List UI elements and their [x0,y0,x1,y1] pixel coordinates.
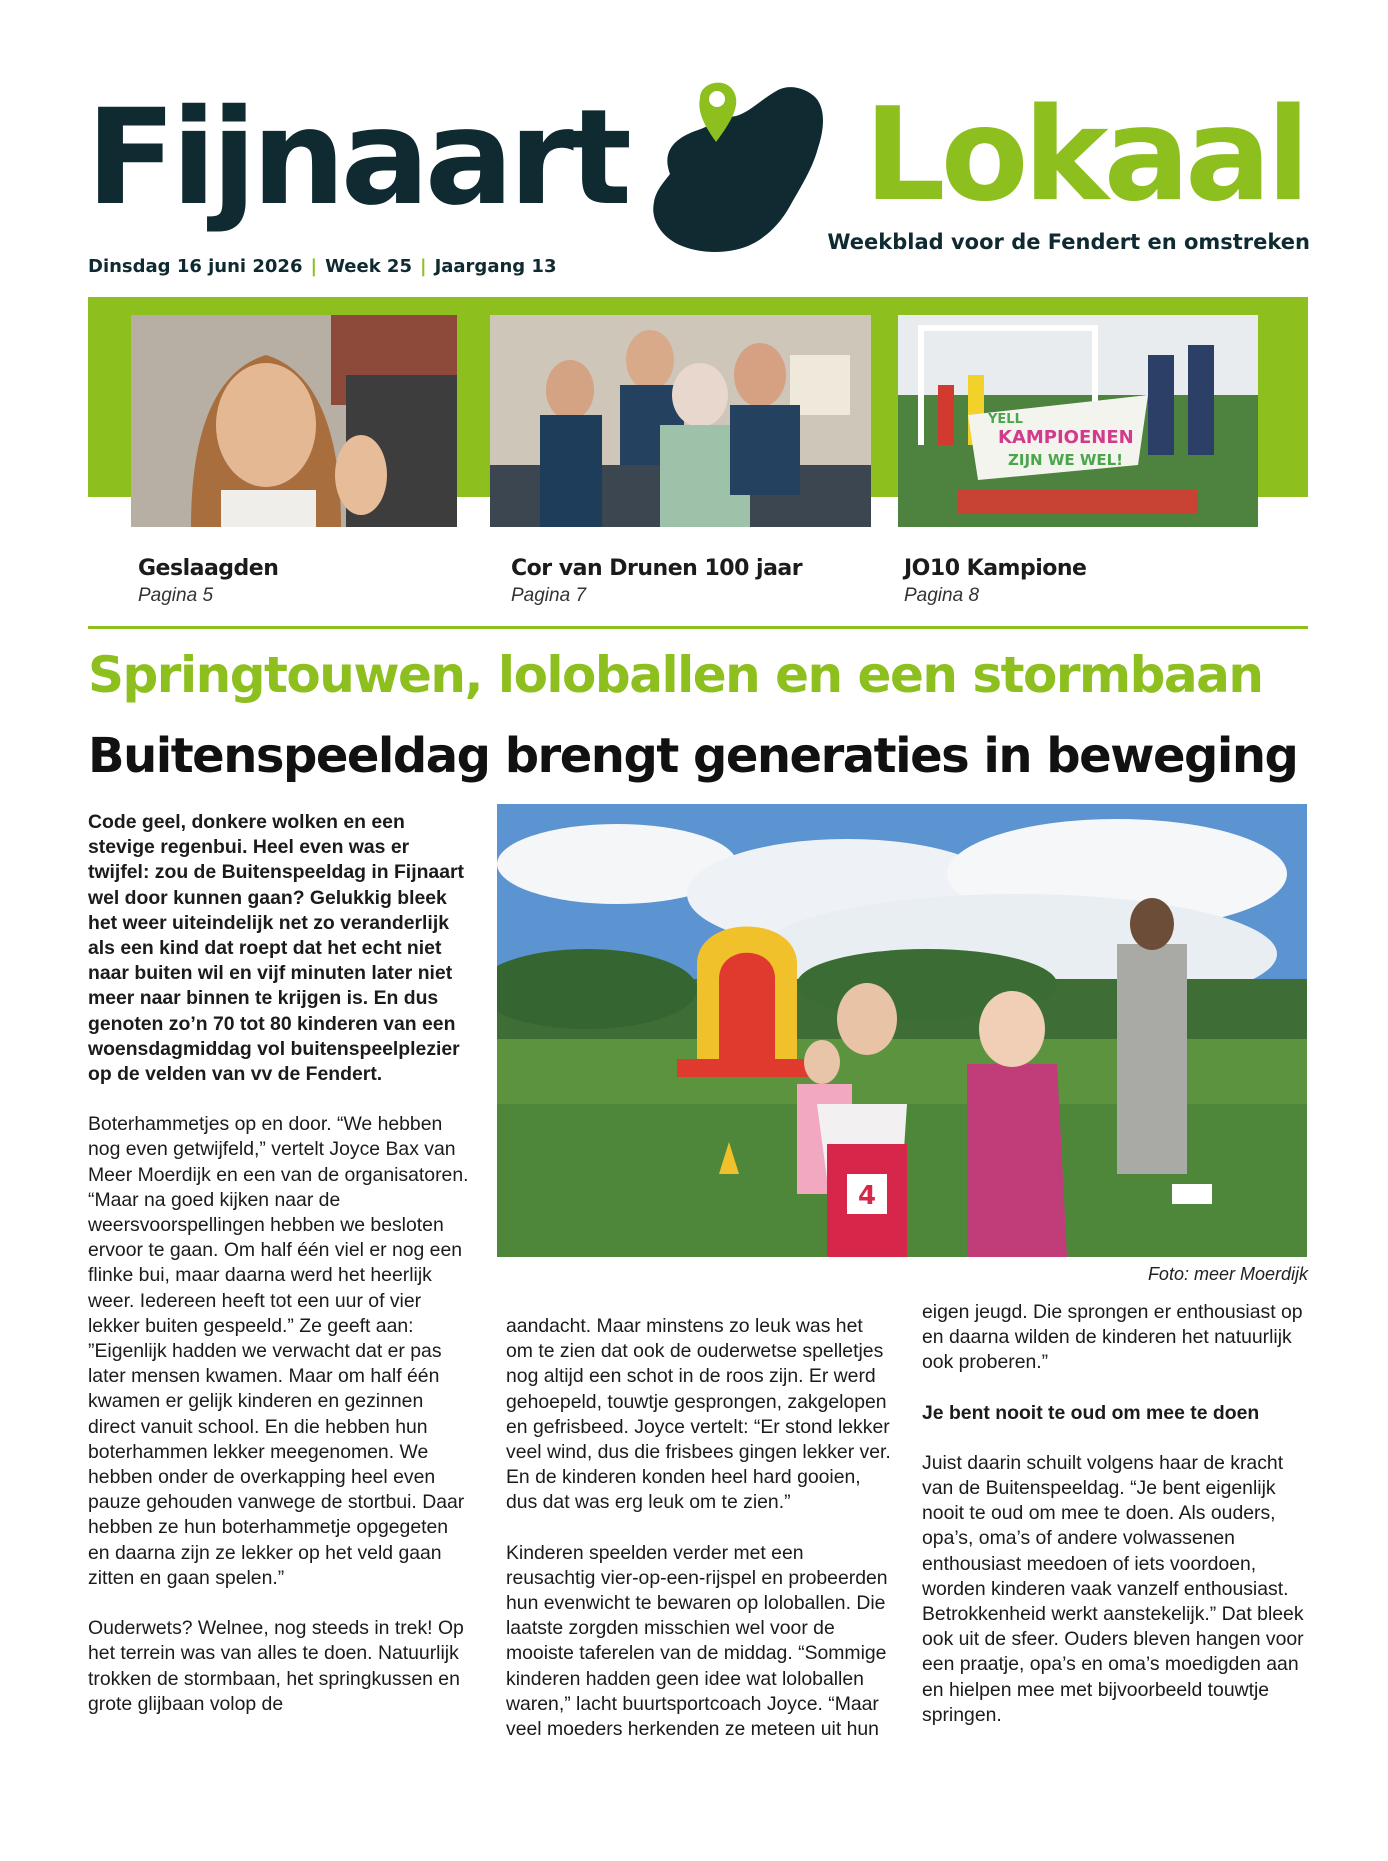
article-paragraph: Kinderen speelden verder met een reusachtig vier-op-een-rijspel en probeerden hun evenwicht te bewaren op loloballen. Die laatste zorgden misschien wel voor de mooiste taferelen van de middag. “Sommige kinderen hadden geen idee wat loloballen waren,” lacht buurtsportcoach Joyce. “Maar veel moeders herkenden ze meteen uit hun [506,1541,888,1741]
article-paragraph: Juist daarin schuilt volgens haar de kracht van de Buitenspeeldag. “Je bent eigenlijk nooit te oud om mee te doen. Als ouders, opa’s, oma’s of andere volwassenen enthousiast meedoen of iets voordoen, worden kinderen vaak vanzelf enthousiast. Betrokkenheid werkt aanstekelijk.” Dat bleek ook uit de sfeer. Ouders bleven hangen voor een praatje, opa’s en oma’s moedigden aan en hielpen mee met bijvoorbeeld touwtje springen. [922,1451,1304,1726]
teaser-jo10-kampioen[interactable] [904,556,1086,607]
teaser-cor-van-drunen[interactable] [511,556,802,607]
teaser-title: Cor van Drunen 100 jaar [511,556,803,581]
article-paragraph: Boterhammetjes op en door. “We hebben nog even getwijfeld,” vertelt Joyce Bax van Meer Moerdijk en een van de organisatoren. “Maar na goed kijken naar de weersvoorspellingen hebben we besloten ervoor te gaan. Om half één viel er nog een flinke bui, maar daarna werd het heerlijk weer. Iedereen heeft tot een uur of vier lekker buiten gespeeld.” Ze geeft aan: ”Eigenlijk hadden we verwacht dat er pas later mensen kwamen. Maar om half één kwamen er gelijk kinderen en gezinnen direct vanuit school. En die hebben hun boterhammen lekker meegenomen. We hebben onder de overkapping heel even pauze gehouden vanwege de stortbui. Daar hebben ze hun boterhammetje opgegeten en daarna zijn ze lekker op het veld gaan zitten en gaan spelen.” [88,1113,469,1589]
photo-illustration [898,315,1258,527]
banner-text-zijn-we-wel: ZIJN WE WEL! [1008,451,1124,469]
teaser-photo-jo10-kampioen[interactable] [898,315,1258,527]
article-kicker: Springtouwen, loloballen en een stormbaan [88,646,1263,704]
teaser-photo-geslaagden[interactable] [131,315,457,527]
banner-text-yell: YELL [988,412,1023,427]
teaser-page-ref: Pagina 8 [904,585,980,606]
issue-date: Dinsdag 16 juni 2026 [88,256,303,277]
article-photo [497,804,1307,1257]
map-pin-logo-icon [640,78,828,256]
article-paragraph: Ouderwets? Welnee, nog steeds in trek! Op het terrein was van alles te doen. Natuurlijk trokken de stormbaan, het springkussen en grote glijbaan volop de [88,1617,464,1715]
issue-week: Week 25 [325,256,412,277]
separator: | [419,256,427,277]
article-column-1 [88,810,472,1717]
article-column-2 [506,1314,892,1742]
masthead [0,0,1388,290]
article-paragraph: aandacht. Maar minstens zo leuk was het om te zien dat ook de ouderwetse spelletjes nog altijd een schot in de roos zijn. Er werd gehoepeld, touwtje gesprongen, zakgelopen en gefrisbeed. Joyce vertelt: “Er stond lekker veel wind, dus die frisbees gingen lekker ver. En de kinderen konden heel hard gooien, dus dat was erg leuk om te zien.” [506,1315,891,1514]
separator: | [310,256,318,277]
sack-number: 4 [858,1181,877,1211]
photo-caption: Foto: meer Moerdijk [1147,1264,1308,1284]
banner-text-kampioenen: KAMPIOENEN [998,427,1134,448]
article-lead: Code geel, donkere wolken en een stevige regenbui. Heel even was er twijfel: zou de Buitenspeeldag in Fijnaart wel door kunnen gaan? Gelukkig bleek het weer uiteindelijk net zo veranderlijk als een kind dat roept dat het echt niet naar buiten wil en vijf minuten later niet meer naar binnen te krijgen is. En dus genoten zo’n 70 tot 80 kinderen van een woensdagmiddag vol buitenspeelplezier op de velden van vv de Fendert. [88,811,464,1086]
teaser-title: JO10 Kampione [904,556,1087,581]
teaser-photo-cor-van-drunen[interactable] [490,315,871,527]
article-subhead: Je bent nooit te oud om mee te doen [922,1401,1260,1424]
issue-volume: Jaargang 13 [434,256,557,277]
teaser-title: Geslaagden [138,556,279,581]
logo-lokaal: Lokaal [864,81,1306,230]
article-headline: Buitenspeeldag brengt generaties in beweging [88,728,1298,784]
dateline [88,256,556,277]
article-paragraph: eigen jeugd. Die sprongen er enthousiast op en daarna wilden de kinderen het natuurlijk ook proberen.” [922,1301,1303,1374]
section-divider [88,626,1308,629]
photo-illustration [497,804,1307,1257]
article-column-3 [922,1300,1308,1728]
teaser-geslaagden[interactable] [138,556,278,607]
tagline: Weekblad voor de Fendert en omstreken [827,230,1310,254]
teaser-page-ref: Pagina 5 [138,585,214,606]
photo-illustration [490,315,871,527]
logo-fijnaart: Fijnaart [86,81,627,235]
teaser-page-ref: Pagina 7 [511,585,587,606]
photo-illustration [131,315,457,527]
